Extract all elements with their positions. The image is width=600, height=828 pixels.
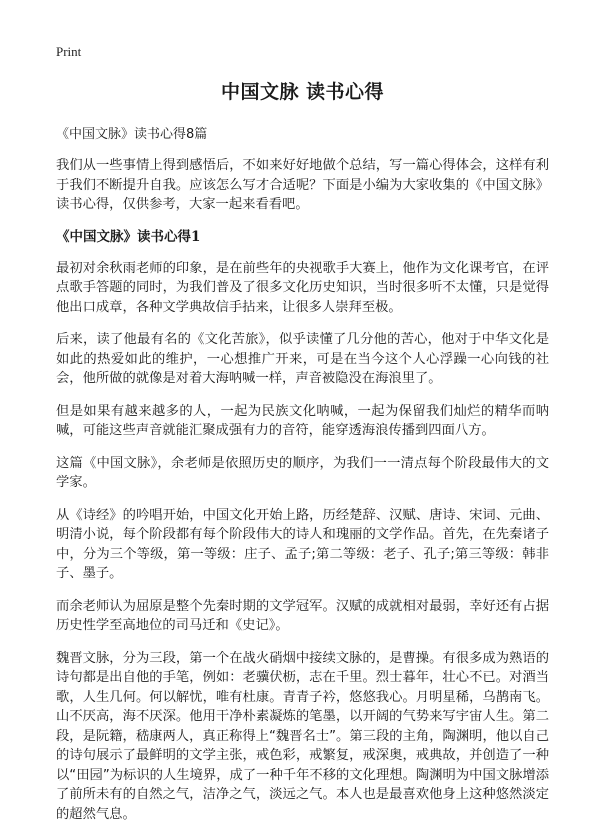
body-paragraph-1: 最初对余秋雨老师的印象，是在前些年的央视歌手大赛上，他作为文化课考官，在评点歌手答题的同时，为我们普及了很多文化历史知识，当时很多听不太懂，只是觉得他出口成章，各种文学典故信手拈来，让很多人崇拜至极。 (56, 260, 549, 315)
body-paragraph-6: 而余老师认为屈原是整个先秦时期的文学冠军。汉赋的成就相对最弱，幸好还有占据历史性学至高地位的司马迁和《史记》。 (56, 598, 549, 633)
print-label: Print (56, 44, 82, 59)
body-paragraph-7: 魏晋文脉，分为三段，第一个在战火硝烟中接续文脉的，是曹操。有很多成为熟语的诗句都是出自他的手笔，例如：老骥伏枥，志在千里。烈士暮年，壮心不已。对酒当歌，人生几何。何以解忧，唯有杜康。青青子衿，悠悠我心。月明星稀，乌鹊南飞。山不厌高，海不厌深。他用干净朴素凝炼的笔墨，以开阔的气势来写宇宙人生。第二段，是阮籍，嵇康两人，真正称得上“魏晋名士”。第三段的主角，陶渊明，他以自己的诗句展示了最鲜明的文学主张，戒色彩，戒繁复，戒深奥，戒典故，并创造了一种以“田园”为标识的人生境界，成了一种千年不移的文化理想。陶渊明为中国文脉增添了前所未有的自然之气，洁净之气，淡远之气。本人也是最喜欢他身上这种悠然淡定的超然气息。 (56, 650, 549, 822)
body-paragraph-5: 从《诗经》的吟唱开始，中国文化开始上路，历经楚辞、汉赋、唐诗、宋词、元曲、明清小说，每个阶段都有每个阶段伟大的诗人和瑰丽的文学作品。首先，在先秦诸子中，分为三个等级，第一等级：庄子、孟子;第二等级：老子、孔子;第三等级：韩非子、墨子。 (56, 507, 549, 581)
body-paragraph-2: 后来，读了他最有名的《文化苦旅》，似乎读懂了几分他的苦心，他对于中华文化是如此的热爱如此的维护，一心想推广开来，可是在当今这个人心浮躁一心向钱的社会，他所做的就像是对着大海呐喊一样，声音被隐没在海浪里了。 (56, 332, 549, 386)
intro-paragraph: 我们从一些事情上得到感悟后，不如来好好地做个总结，写一篇心得体会，这样有利于我们不断提升自我。应该怎么写才合适呢？下面是小编为大家收集的《中国文脉》读书心得，仅供参考，大家一起来看看吧。 (56, 158, 549, 212)
section-heading: 《中国文脉》读书心得1 (56, 228, 201, 245)
body-paragraph-3: 但是如果有越来越多的人，一起为民族文化呐喊，一起为保留我们灿烂的精华而呐喊，可能这些声音就能汇聚成强有力的音符，能穿透海浪传播到四面八方。 (56, 403, 549, 438)
document-subtitle: 《中国文脉》读书心得8篇 (56, 127, 208, 142)
document-title: 中国文脉 读书心得 (220, 81, 385, 103)
body-paragraph-4: 这篇《中国文脉》，余老师是依照历史的顺序，为我们一一清点每个阶段最伟大的文学家。 (56, 455, 549, 490)
